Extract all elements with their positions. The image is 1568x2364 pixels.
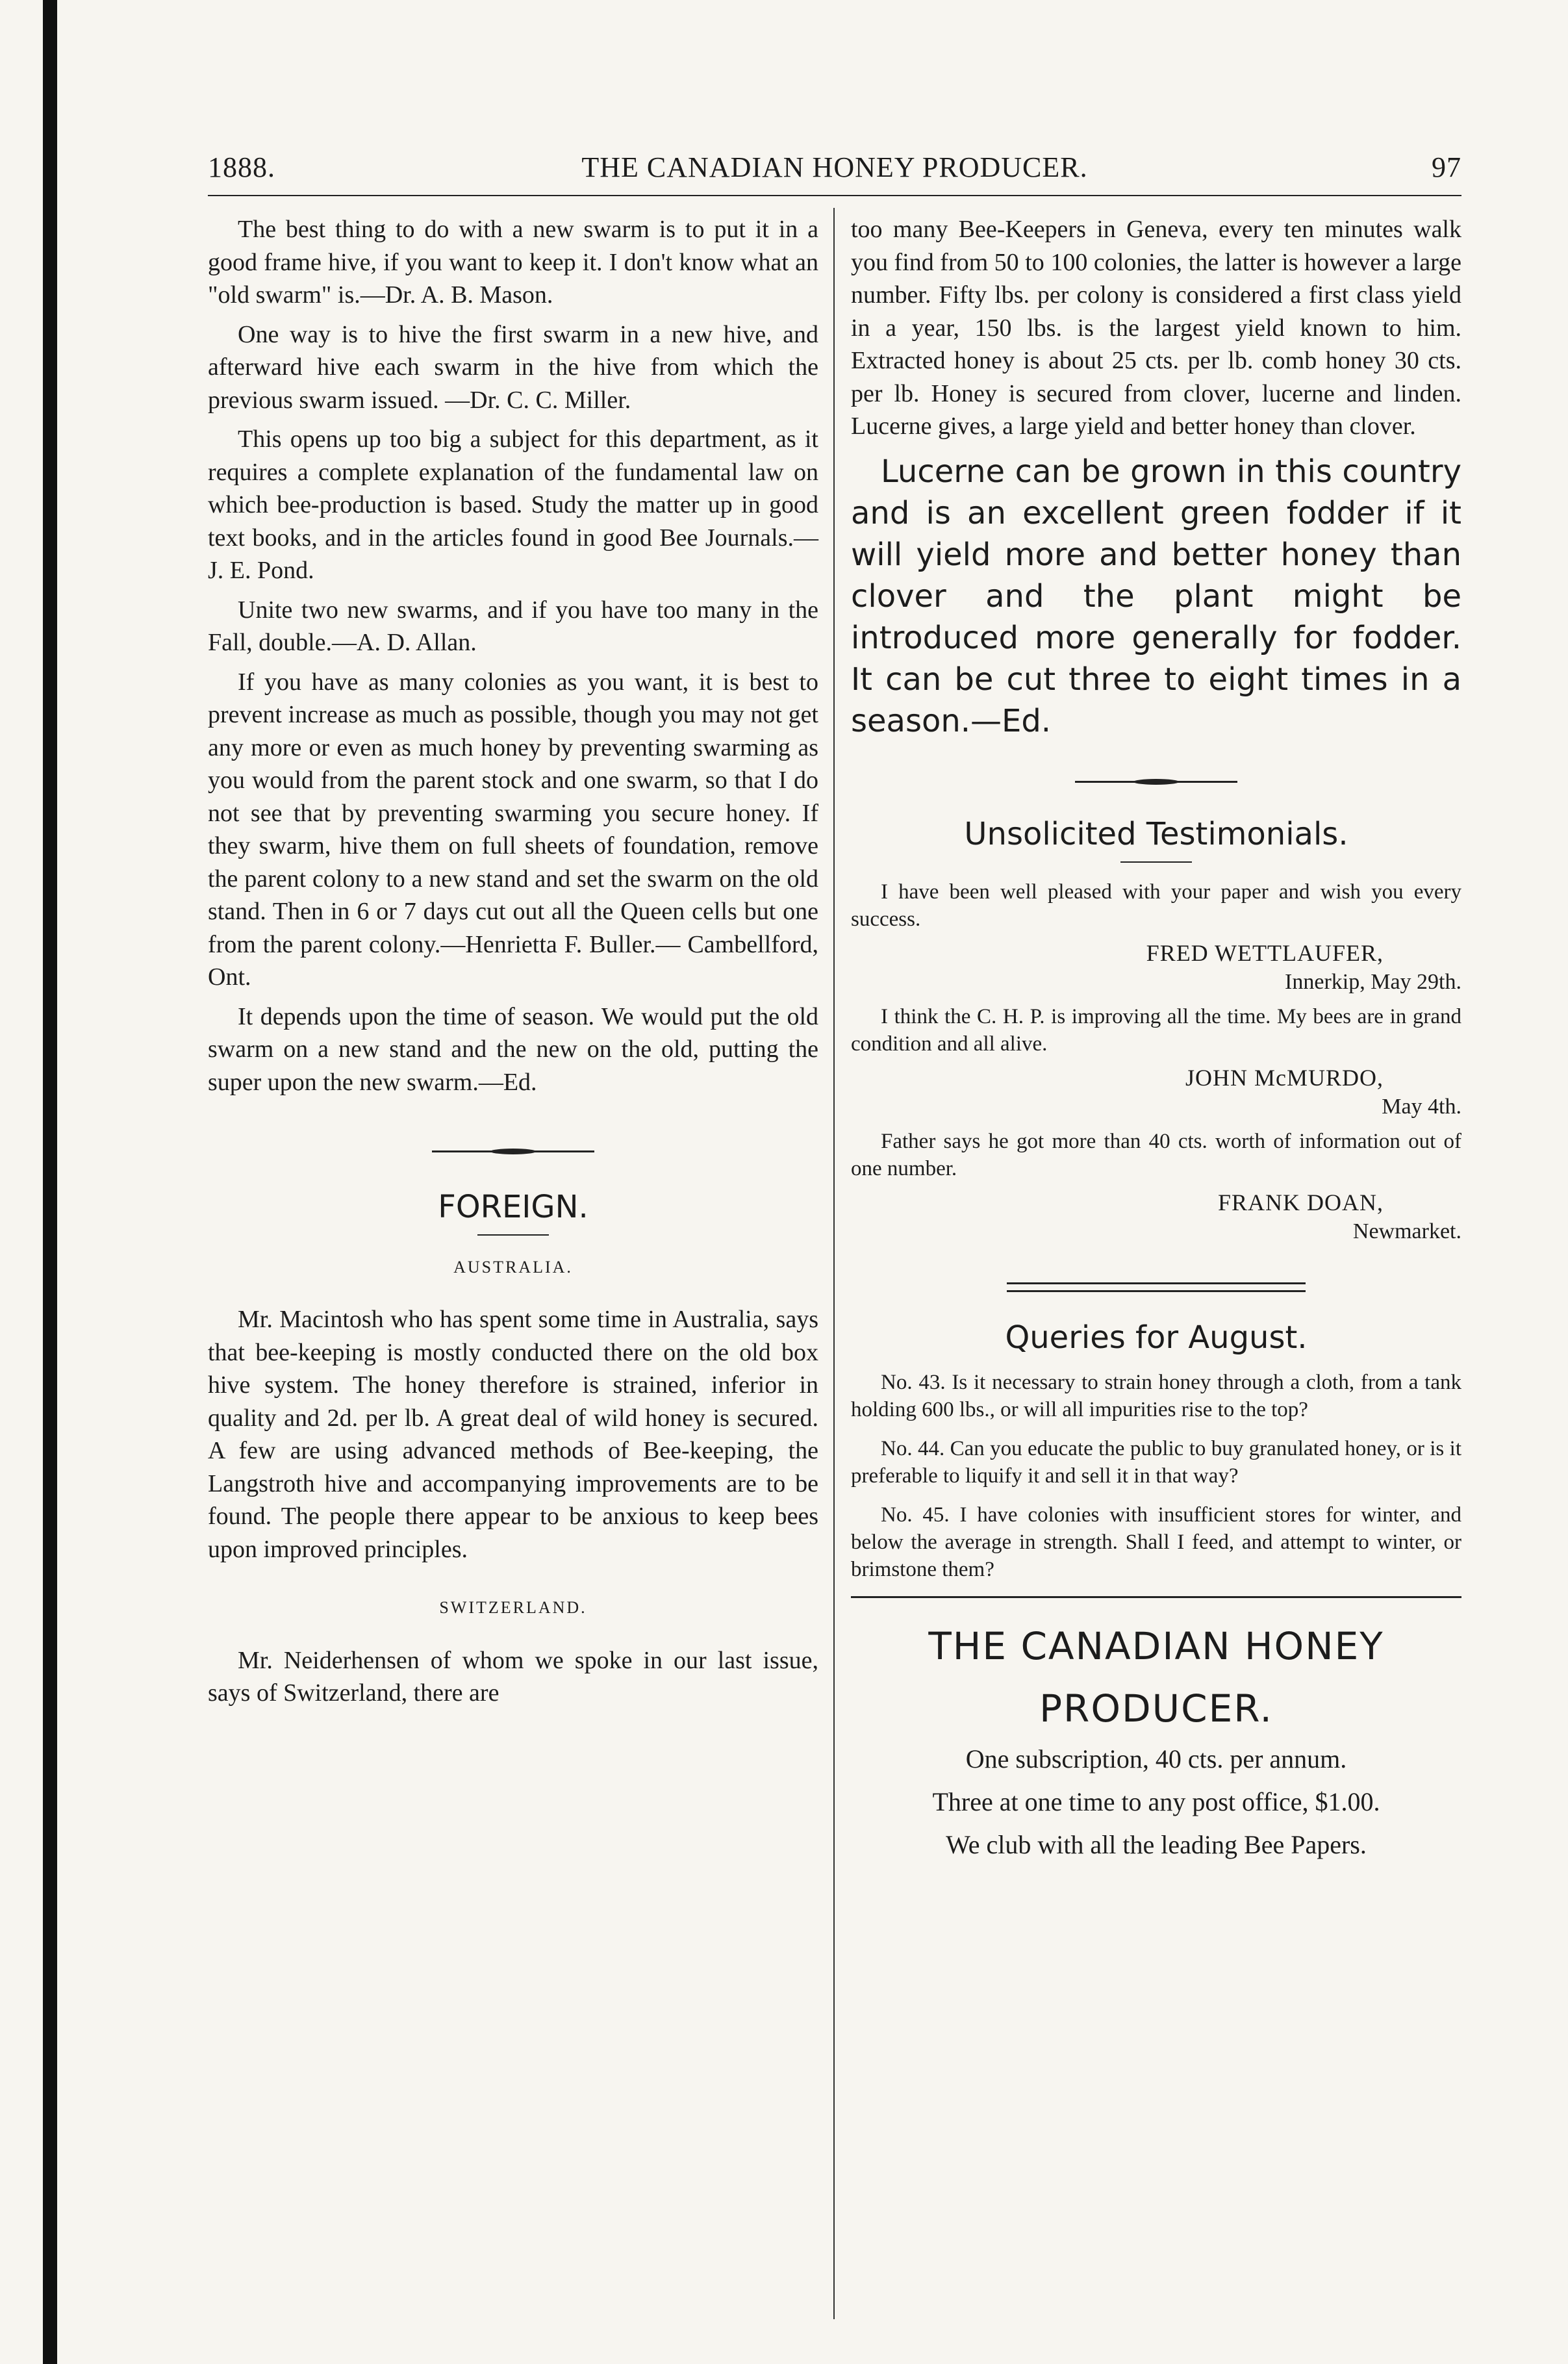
section-title-foreign: FOREIGN. [438, 1188, 588, 1225]
short-rule [1120, 861, 1192, 863]
section-rule [851, 1596, 1461, 1598]
book-spine-edge [43, 0, 57, 2364]
paragraph: Unite two new swarms, and if you have too many in the Fall, double.—A. D. Allan. [208, 596, 818, 656]
double-rule [1007, 1282, 1306, 1292]
section-title-queries: Queries for August. [1005, 1319, 1308, 1356]
ornament-divider [208, 1105, 818, 1188]
query-43: No. 43. Is it necessary to strain honey through a cloth, from a tank holding 600 lbs., or will all impurities rise to the top? [851, 1371, 1461, 1421]
paragraph: too many Bee-Keepers in Geneva, every ten minutes walk you find from 50 to 100 colonies, the latter is however a large number. Fifty lbs. per colony is considered a first class yield in a year, 150 lbs. is the largest yield known to him. Extracted honey is about 25 cts. per lb. comb honey 30 cts. per lb. Honey is secured from clover, lucerne and linden. Lucerne gives, a large yield and better honey than clover. [851, 216, 1461, 440]
ad-line: Three at one time to any post office, $1.00. [932, 1787, 1380, 1816]
paragraph: This opens up too big a subject for this department, as it requires a complete explanation of the fundamental law on which bee-production is based. Study the matter up in good text books, and in the articles found in good Bee Journals.—J. E. Pond. [208, 426, 818, 584]
editor-note: Lucerne can be grown in this country and is an excellent green fodder if it will yield more and better honey than clover and the plant might be introduced more generally for fodder. It can be cut three to eight times in a season.—Ed. [851, 453, 1461, 739]
ad-line: One subscription, 40 cts. per annum. [965, 1744, 1347, 1773]
header-title: THE CANADIAN HONEY PRODUCER. [581, 151, 1088, 183]
ad-title-line-1: THE CANADIAN HONEY [928, 1624, 1384, 1668]
paragraph: The best thing to do with a new swarm is to put it in a good frame hive, if you want to keep it. I don't know what an "old swarm" is.—Dr. A. B. Mason. [208, 216, 818, 309]
paragraph: One way is to hive the first swarm in a new hive, and afterward hive each swarm in the hive from which the previous swarm issued. —Dr. C. C. Miller. [208, 320, 818, 414]
left-column [208, 213, 818, 1716]
testimonial-text: I think the C. H. P. is improving all the time. My bees are in grand condition and all alive. [851, 1005, 1461, 1056]
testimonial-place: Newmarket. [1352, 1219, 1461, 1243]
subhead-australia: AUSTRALIA. [453, 1257, 573, 1277]
testimonial-text: Father says he got more than 40 cts. worth of information out of one number. [851, 1130, 1461, 1180]
paragraph: Mr. Macintosh who has spent some time in Australia, says that bee-keeping is mostly conducted there on the old box hive system. The honey therefore is strained, inferior in quality and 2d. per lb. A great deal of wild honey is secured. A few are using advanced methods of Bee-keeping, the Langstroth hive and accompanying improvements are to be found. The people there appear to be anxious to keep bees upon improved principles. [208, 1306, 818, 1563]
testimonial-text: I have been well pleased with your paper and wish you every success. [851, 880, 1461, 931]
query-45: No. 45. I have colonies with insufficient stores for winter, and below the average in strength. Shall I feed, and attempt to winter, or brimstone them? [851, 1503, 1461, 1581]
query-44: No. 44. Can you educate the public to buy granulated honey, or is it preferable to liquify it and sell it in that way? [851, 1437, 1461, 1488]
column-divider [833, 208, 835, 2319]
testimonial-name: FRED WETTLAUFER, [1146, 940, 1384, 966]
testimonial-name: JOHN McMURDO, [1185, 1065, 1384, 1091]
ad-line: We club with all the leading Bee Papers. [946, 1830, 1367, 1859]
page-number: 97 [1432, 151, 1461, 183]
paragraph: If you have as many colonies as you want, it is best to prevent increase as much as possible, though you may not get any more or even as much honey by preventing swarming as you would from the parent stock and one swarm, so that I do not see that by preventing swarming you secure honey. If they swarm, hive them on full sheets of foundation, remove the parent colony to a new stand and set the swarm on the old stand. Then in 6 or 7 days cut out all the Queen cells but one from the parent colony.—Henrietta F. Buller.— Cambellford, Ont. [208, 668, 818, 991]
testimonial-place: May 4th. [1382, 1095, 1461, 1119]
paragraph: Mr. Neiderhensen of whom we spoke in our last issue, says of Switzerland, there are [208, 1646, 818, 1707]
header-year: 1888. [208, 151, 275, 183]
testimonial-name: FRANK DOAN, [1217, 1189, 1384, 1215]
page-header [208, 151, 1461, 196]
paragraph: It depends upon the time of season. We would put the old swarm on a new stand and the new on the old, putting the super upon the new swarm.—Ed. [208, 1002, 818, 1096]
header-rule [208, 195, 1461, 196]
short-rule [477, 1234, 549, 1236]
ornament-divider [851, 742, 1461, 815]
right-column [851, 213, 1461, 1868]
section-title-testimonials: Unsolicited Testimonials. [964, 816, 1348, 852]
ad-title-line-2: PRODUCER. [1039, 1686, 1273, 1731]
testimonial-place: Innerkip, May 29th. [1285, 970, 1461, 994]
subhead-switzerland: SWITZERLAND. [439, 1598, 587, 1617]
